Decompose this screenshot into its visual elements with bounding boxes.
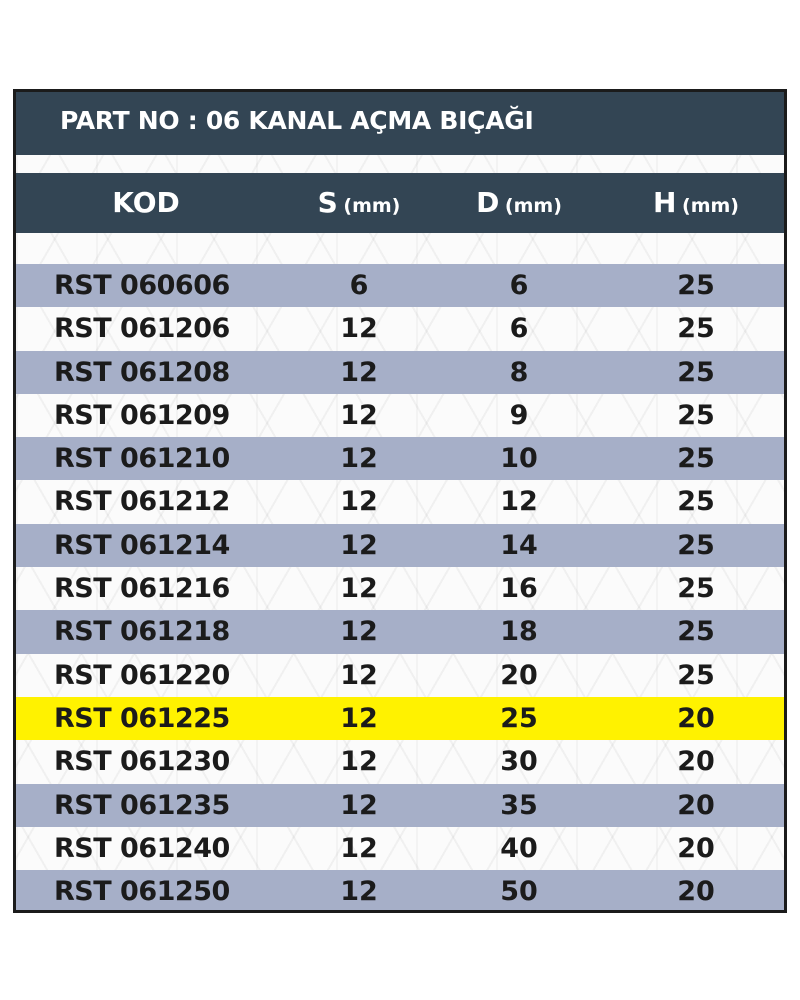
cell-h: 20 xyxy=(677,702,715,734)
table-row xyxy=(16,654,784,697)
cell-h: 25 xyxy=(677,399,715,431)
cell-h: 25 xyxy=(677,356,715,388)
cell-kod: RST 061225 xyxy=(54,702,230,734)
cell-d: 20 xyxy=(500,659,538,691)
cell-s: 6 xyxy=(349,270,369,301)
table-row xyxy=(16,394,784,437)
cell-d: 6 xyxy=(509,270,529,301)
cell-s: 12 xyxy=(340,746,378,778)
cell-h: 25 xyxy=(677,529,715,561)
cell-d: 8 xyxy=(509,356,529,388)
cell-d: 9 xyxy=(509,399,529,431)
cell-kod: RST 061235 xyxy=(54,789,230,821)
cell-kod: RST 061220 xyxy=(54,659,230,691)
cell-s: 12 xyxy=(340,443,378,475)
table-row xyxy=(16,264,784,307)
table-row xyxy=(16,567,784,610)
table-row xyxy=(16,784,784,827)
cell-s: 12 xyxy=(340,659,378,691)
cell-h: 20 xyxy=(677,789,715,821)
table-row xyxy=(16,307,784,350)
column-header-h: H (mm) xyxy=(653,186,739,219)
cell-d: 6 xyxy=(509,313,529,345)
cell-s: 12 xyxy=(340,573,378,605)
cell-d: 10 xyxy=(500,443,538,475)
column-header-d: D (mm) xyxy=(476,186,562,219)
cell-kod: RST 061230 xyxy=(54,746,230,778)
cell-d: 25 xyxy=(500,702,538,734)
cell-d: 18 xyxy=(500,616,538,648)
table-row xyxy=(16,870,784,913)
cell-h: 25 xyxy=(677,573,715,605)
cell-s: 12 xyxy=(340,486,378,518)
cell-d: 50 xyxy=(500,876,538,908)
cell-s: 12 xyxy=(340,832,378,864)
cell-kod: RST 061240 xyxy=(54,832,230,864)
cell-h: 25 xyxy=(677,443,715,475)
cell-h: 25 xyxy=(677,313,715,345)
table-row xyxy=(16,480,784,523)
cell-h: 25 xyxy=(677,486,715,518)
cell-d: 14 xyxy=(500,529,538,561)
cell-d: 35 xyxy=(500,789,538,821)
table-row xyxy=(16,697,784,740)
cell-d: 40 xyxy=(500,832,538,864)
cell-h: 25 xyxy=(677,270,715,301)
table-row xyxy=(16,524,784,567)
cell-s: 12 xyxy=(340,529,378,561)
cell-s: 12 xyxy=(340,616,378,648)
cell-s: 12 xyxy=(340,789,378,821)
cell-s: 12 xyxy=(340,399,378,431)
table-body xyxy=(16,264,784,913)
cell-h: 25 xyxy=(677,616,715,648)
cell-kod: RST 061216 xyxy=(54,573,230,605)
cell-s: 12 xyxy=(340,876,378,908)
cell-kod: RST 061218 xyxy=(54,616,230,648)
cell-h: 20 xyxy=(677,746,715,778)
spec-table-card xyxy=(13,89,787,913)
cell-kod: RST 061250 xyxy=(54,876,230,908)
cell-kod: RST 061208 xyxy=(54,356,230,388)
cell-d: 30 xyxy=(500,746,538,778)
cell-s: 12 xyxy=(340,356,378,388)
cell-d: 16 xyxy=(500,573,538,605)
cell-kod: RST 060606 xyxy=(54,270,230,301)
cell-kod: RST 061214 xyxy=(54,529,230,561)
cell-kod: RST 061209 xyxy=(54,399,230,431)
column-header-kod: KOD xyxy=(112,186,180,219)
cell-h: 20 xyxy=(677,832,715,864)
column-header-s: S (mm) xyxy=(317,186,401,219)
cell-h: 25 xyxy=(677,659,715,691)
table-row xyxy=(16,610,784,653)
cell-kod: RST 061212 xyxy=(54,486,230,518)
table-title: PART NO : 06 KANAL AÇMA BIÇAĞI xyxy=(60,106,534,135)
table-row xyxy=(16,437,784,480)
cell-s: 12 xyxy=(340,702,378,734)
table-row xyxy=(16,740,784,783)
cell-d: 12 xyxy=(500,486,538,518)
title-bar xyxy=(16,92,784,155)
column-header-row xyxy=(16,173,784,233)
table-row xyxy=(16,827,784,870)
cell-kod: RST 061210 xyxy=(54,443,230,475)
table-row xyxy=(16,351,784,394)
cell-kod: RST 061206 xyxy=(54,313,230,345)
cell-s: 12 xyxy=(340,313,378,345)
cell-h: 20 xyxy=(677,876,715,908)
